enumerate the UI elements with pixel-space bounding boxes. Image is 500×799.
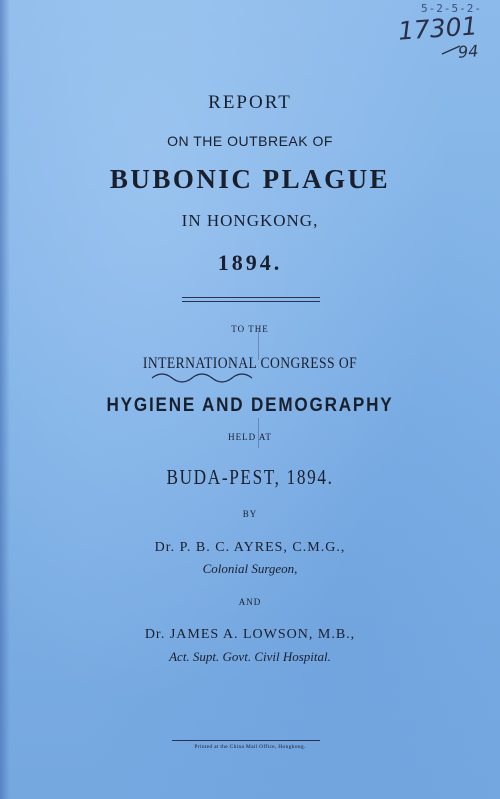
title-plague: BUBONIC PLAGUE (109, 164, 391, 194)
title-location: IN HONGKONG, (181, 211, 319, 230)
paper-crease (258, 330, 259, 360)
to-the-label: TO THE (231, 324, 269, 334)
printer-imprint: Printed at the China Mail Office, Hongkong. (194, 744, 306, 750)
title-outbreak: ON THE OUTBREAK OF (167, 133, 333, 149)
and-label: AND (238, 597, 262, 607)
title-report: REPORT (208, 92, 292, 113)
author-2-title: Act. Supt. Govt. Civil Hospital. (169, 649, 331, 664)
congress-subject: HYGIENE AND DEMOGRAPHY (106, 395, 394, 416)
author-1-title: Colonial Surgeon, (202, 561, 298, 576)
author-2-name: Dr. JAMES A. LOWSON, M.B., (144, 627, 356, 642)
congress-name: INTERNATIONAL CONGRESS OF (142, 355, 358, 372)
handwritten-catalog-sub: 94 (457, 41, 479, 62)
held-at-label: HELD AT (228, 432, 272, 442)
paper-crease (258, 418, 259, 448)
ornamental-rule (182, 297, 320, 302)
handwritten-slash-mark (440, 44, 462, 56)
imprint-rule (172, 740, 320, 741)
by-label: BY (242, 509, 258, 519)
congress-place: BUDA-PEST, 1894. (166, 465, 334, 489)
handwritten-dashes: 5-2-5-2- (421, 2, 482, 15)
underline-squiggle (150, 368, 260, 384)
title-year: 1894. (217, 250, 283, 275)
handwritten-catalog-number: 17301 (397, 11, 479, 46)
author-1-name: Dr. P. B. C. AYRES, C.M.G., (154, 540, 346, 555)
